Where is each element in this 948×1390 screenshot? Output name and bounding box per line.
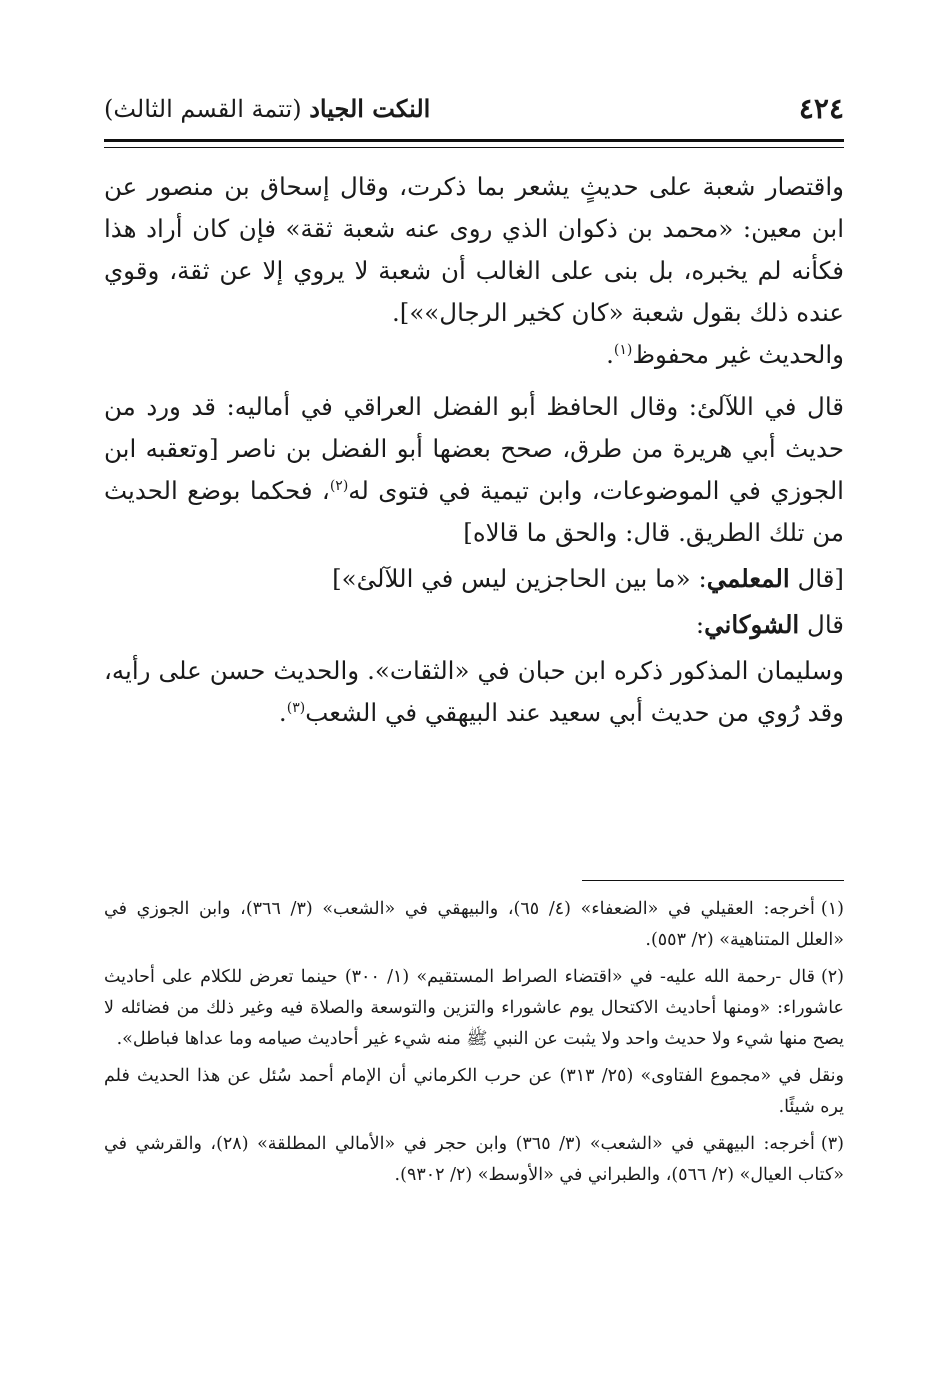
paragraph-6-text: وسليمان المذكور ذكره ابن حبان في «الثقات». والحديث حسن على رأيه، وقد رُوي من حديث أبي سعيد عند البيهقي في الشعب: [104, 656, 844, 727]
paragraph-3-a: قال في اللآلئ: وقال الحافظ أبو الفضل العراقي في أماليه: قد ورد من حديث أبي هريرة من طرق، صحح بعضها أبو الفضل بن ناصر [وتعقبه ابن الجوزي في الموضوعات، وابن تيمية في فتوى له: [104, 392, 844, 505]
paragraph-6: [104, 650, 844, 734]
header-rule-thick: [104, 139, 844, 142]
paragraph-6-end: .: [278, 698, 287, 727]
footnote-ref-3: (٣): [286, 699, 306, 716]
paragraph-3-b: ، فحكما بوضع الحديث من تلك الطريق. قال: والحق ما قالاه]: [104, 476, 844, 547]
footnote-3-number: (٣): [820, 1134, 844, 1154]
footnote-2-text: قال -رحمة الله عليه- في «اقتضاء الصراط المستقيم» (١/ ٣٠٠) حينما تعرض للكلام على أحاديث عاشوراء: «ومنها أحاديث الاكتحال يوم عاشوراء والتزين والتوسعة والصلاة فيه وغير ذلك من فضائله لا يصح منها شيء ولا حديث واحد ولا يثبت عن النبي ﷺ منه شيء غير أحاديث صيامه وما عداها فباطل».: [104, 967, 844, 1049]
footnote-3-text: أخرجه: البيهقي في «الشعب» (٣/ ٣٦٥) وابن حجر في «الأمالي المطلقة» (٢٨)، والقرشي في «كتاب العيال» (٢/ ٥٦٦)، والطبراني في «الأوسط» (٢/ ٩٣٠٢).: [104, 1134, 844, 1185]
paragraph-4-open: [قال: [789, 564, 844, 593]
paragraph-2: [104, 334, 844, 376]
paragraph-3: [104, 386, 844, 554]
main-text: [104, 166, 844, 734]
paragraph-5: [104, 604, 844, 646]
footnote-2-number: (٢): [820, 967, 844, 987]
paragraph-2-end: .: [606, 340, 614, 369]
footnote-3: [104, 1129, 844, 1191]
paragraph-4: [104, 558, 844, 600]
paragraph-4-rest: : «ما بين الحاجزين ليس في اللآلئ»]: [332, 564, 707, 593]
footnote-1-number: (١): [820, 899, 844, 919]
running-title: [104, 94, 430, 123]
page-header: [104, 92, 844, 136]
footnote-2: [104, 962, 844, 1055]
footnotes: [104, 894, 844, 1197]
footnote-ref-1: (١): [613, 341, 633, 358]
footnote-2-continuation: ونقل في «مجموع الفتاوى» (٢٥/ ٣١٣) عن حرب الكرماني أن الإمام أحمد سُئل عن هذا الحديث فلم يره شيئًا.: [104, 1066, 844, 1117]
paragraph-5-open: قال: [799, 610, 844, 639]
footnote-1: [104, 894, 844, 956]
book-title: النكت الجياد: [309, 94, 431, 123]
author-name-muallimi: المعلمي: [706, 564, 790, 593]
page-number: ٤٢٤: [798, 92, 844, 125]
section-title: (تتمة القسم الثالث): [104, 95, 302, 123]
paragraph-1: واقتصار شعبة على حديثٍ يشعر بما ذكرت، وقال إسحاق بن منصور عن ابن معين: «محمد بن ذكوان الذي روى عنه شعبة ثقة» فإن كان أراد هذا فكأنه لم يخبره، بل بنى على الغالب أن شعبة لا يروي إلا عن ثقة، وقوي عنده ذلك بقول شعبة «كان كخير الرجال»»].: [104, 172, 844, 327]
header-rule-thin: [104, 147, 844, 148]
footnote-separator: [582, 880, 844, 881]
footnote-ref-2: (٢): [329, 477, 349, 494]
footnote-1-text: أخرجه: العقيلي في «الضعفاء» (٤/ ٦٥)، والبيهقي في «الشعب» (٣/ ٣٦٦)، وابن الجوزي في «العلل المتناهية» (٢/ ٥٥٣).: [104, 899, 844, 950]
paragraph-2-text: والحديث غير محفوظ: [632, 340, 844, 369]
paragraph-5-rest: :: [695, 610, 705, 639]
author-name-shawkani: الشوكاني: [704, 610, 800, 639]
